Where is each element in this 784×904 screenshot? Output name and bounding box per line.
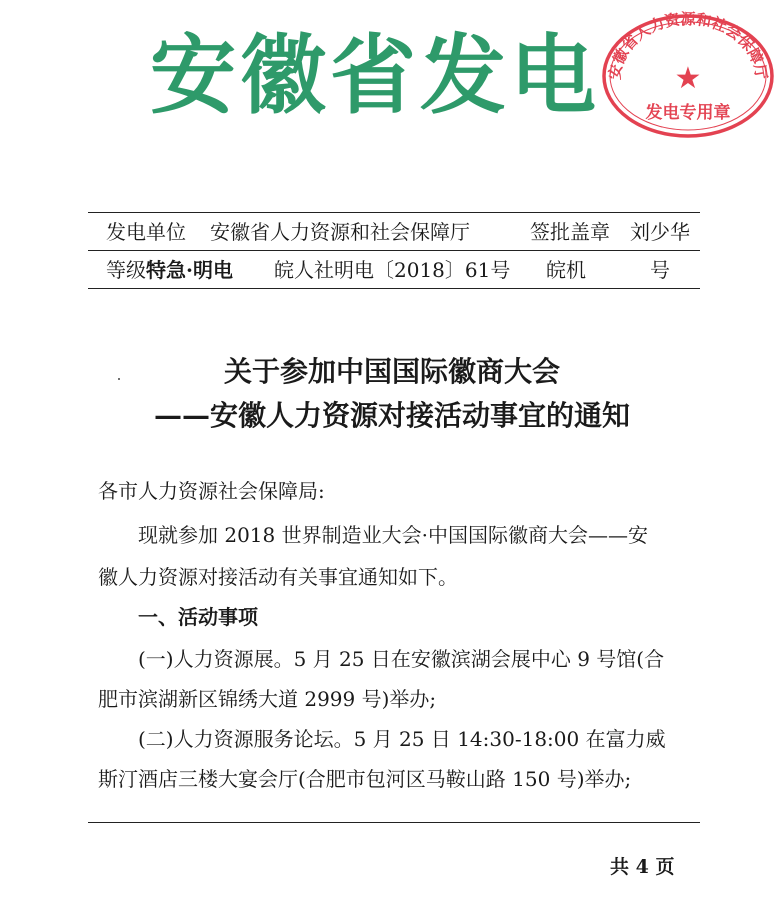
addressee: 各市人力资源社会保障局: bbox=[98, 479, 325, 503]
signer-name: 刘少华 bbox=[630, 220, 690, 244]
header-mid-rule bbox=[88, 250, 700, 251]
seal-arc-text: 安徽省人力资源和社会保障厅 bbox=[605, 10, 771, 81]
unit-label: 发电单位 bbox=[106, 220, 186, 244]
official-seal bbox=[598, 10, 776, 140]
item-2-line-2: 斯汀酒店三楼大宴会厅(合肥市包河区马鞍山路 150 号)举办; bbox=[98, 767, 632, 791]
notice-title-line-2: ——安徽人力资源对接活动事宜的通知 bbox=[153, 399, 630, 432]
footer-rule bbox=[88, 822, 700, 823]
document-number: 皖人社明电〔2018〕61号 bbox=[274, 258, 511, 282]
item-1-line-1: (一)人力资源展。5 月 25 日在安徽滨湖会展中心 9 号馆(合 bbox=[138, 647, 665, 671]
section-heading-1: 一、活动事项 bbox=[138, 605, 258, 629]
header-top-rule bbox=[88, 212, 700, 213]
seal-bottom-text: 发电专用章 bbox=[645, 103, 731, 123]
item-1-line-2: 肥市滨湖新区锦绣大道 2999 号)举办; bbox=[98, 687, 437, 711]
header-bottom-rule bbox=[88, 288, 700, 289]
intro-line-2: 徽人力资源对接活动有关事宜通知如下。 bbox=[98, 565, 458, 589]
page-count: 共 4 页 bbox=[610, 856, 675, 878]
unit-value: 安徽省人力资源和社会保障厅 bbox=[210, 220, 470, 244]
header-row-unit bbox=[88, 216, 700, 248]
level-label: 等级 bbox=[106, 258, 146, 282]
machine-label: 皖机 bbox=[546, 258, 586, 282]
machine-number-label: 号 bbox=[650, 258, 670, 282]
header-row-level bbox=[88, 254, 700, 286]
item-2-line-1: (二)人力资源服务论坛。5 月 25 日 14:30-18:00 在富力威 bbox=[138, 727, 666, 751]
sign-label: 签批盖章 bbox=[530, 220, 610, 244]
notice-title-line-1: 关于参加中国国际徽商大会 bbox=[223, 355, 560, 388]
seal-star-icon: ★ bbox=[674, 61, 702, 96]
level-value: 特急·明电 bbox=[146, 258, 233, 282]
intro-line-1: 现就参加 2018 世界制造业大会·中国国际徽商大会——安 bbox=[138, 523, 648, 547]
masthead-title: 安徽省发电 bbox=[150, 26, 600, 126]
